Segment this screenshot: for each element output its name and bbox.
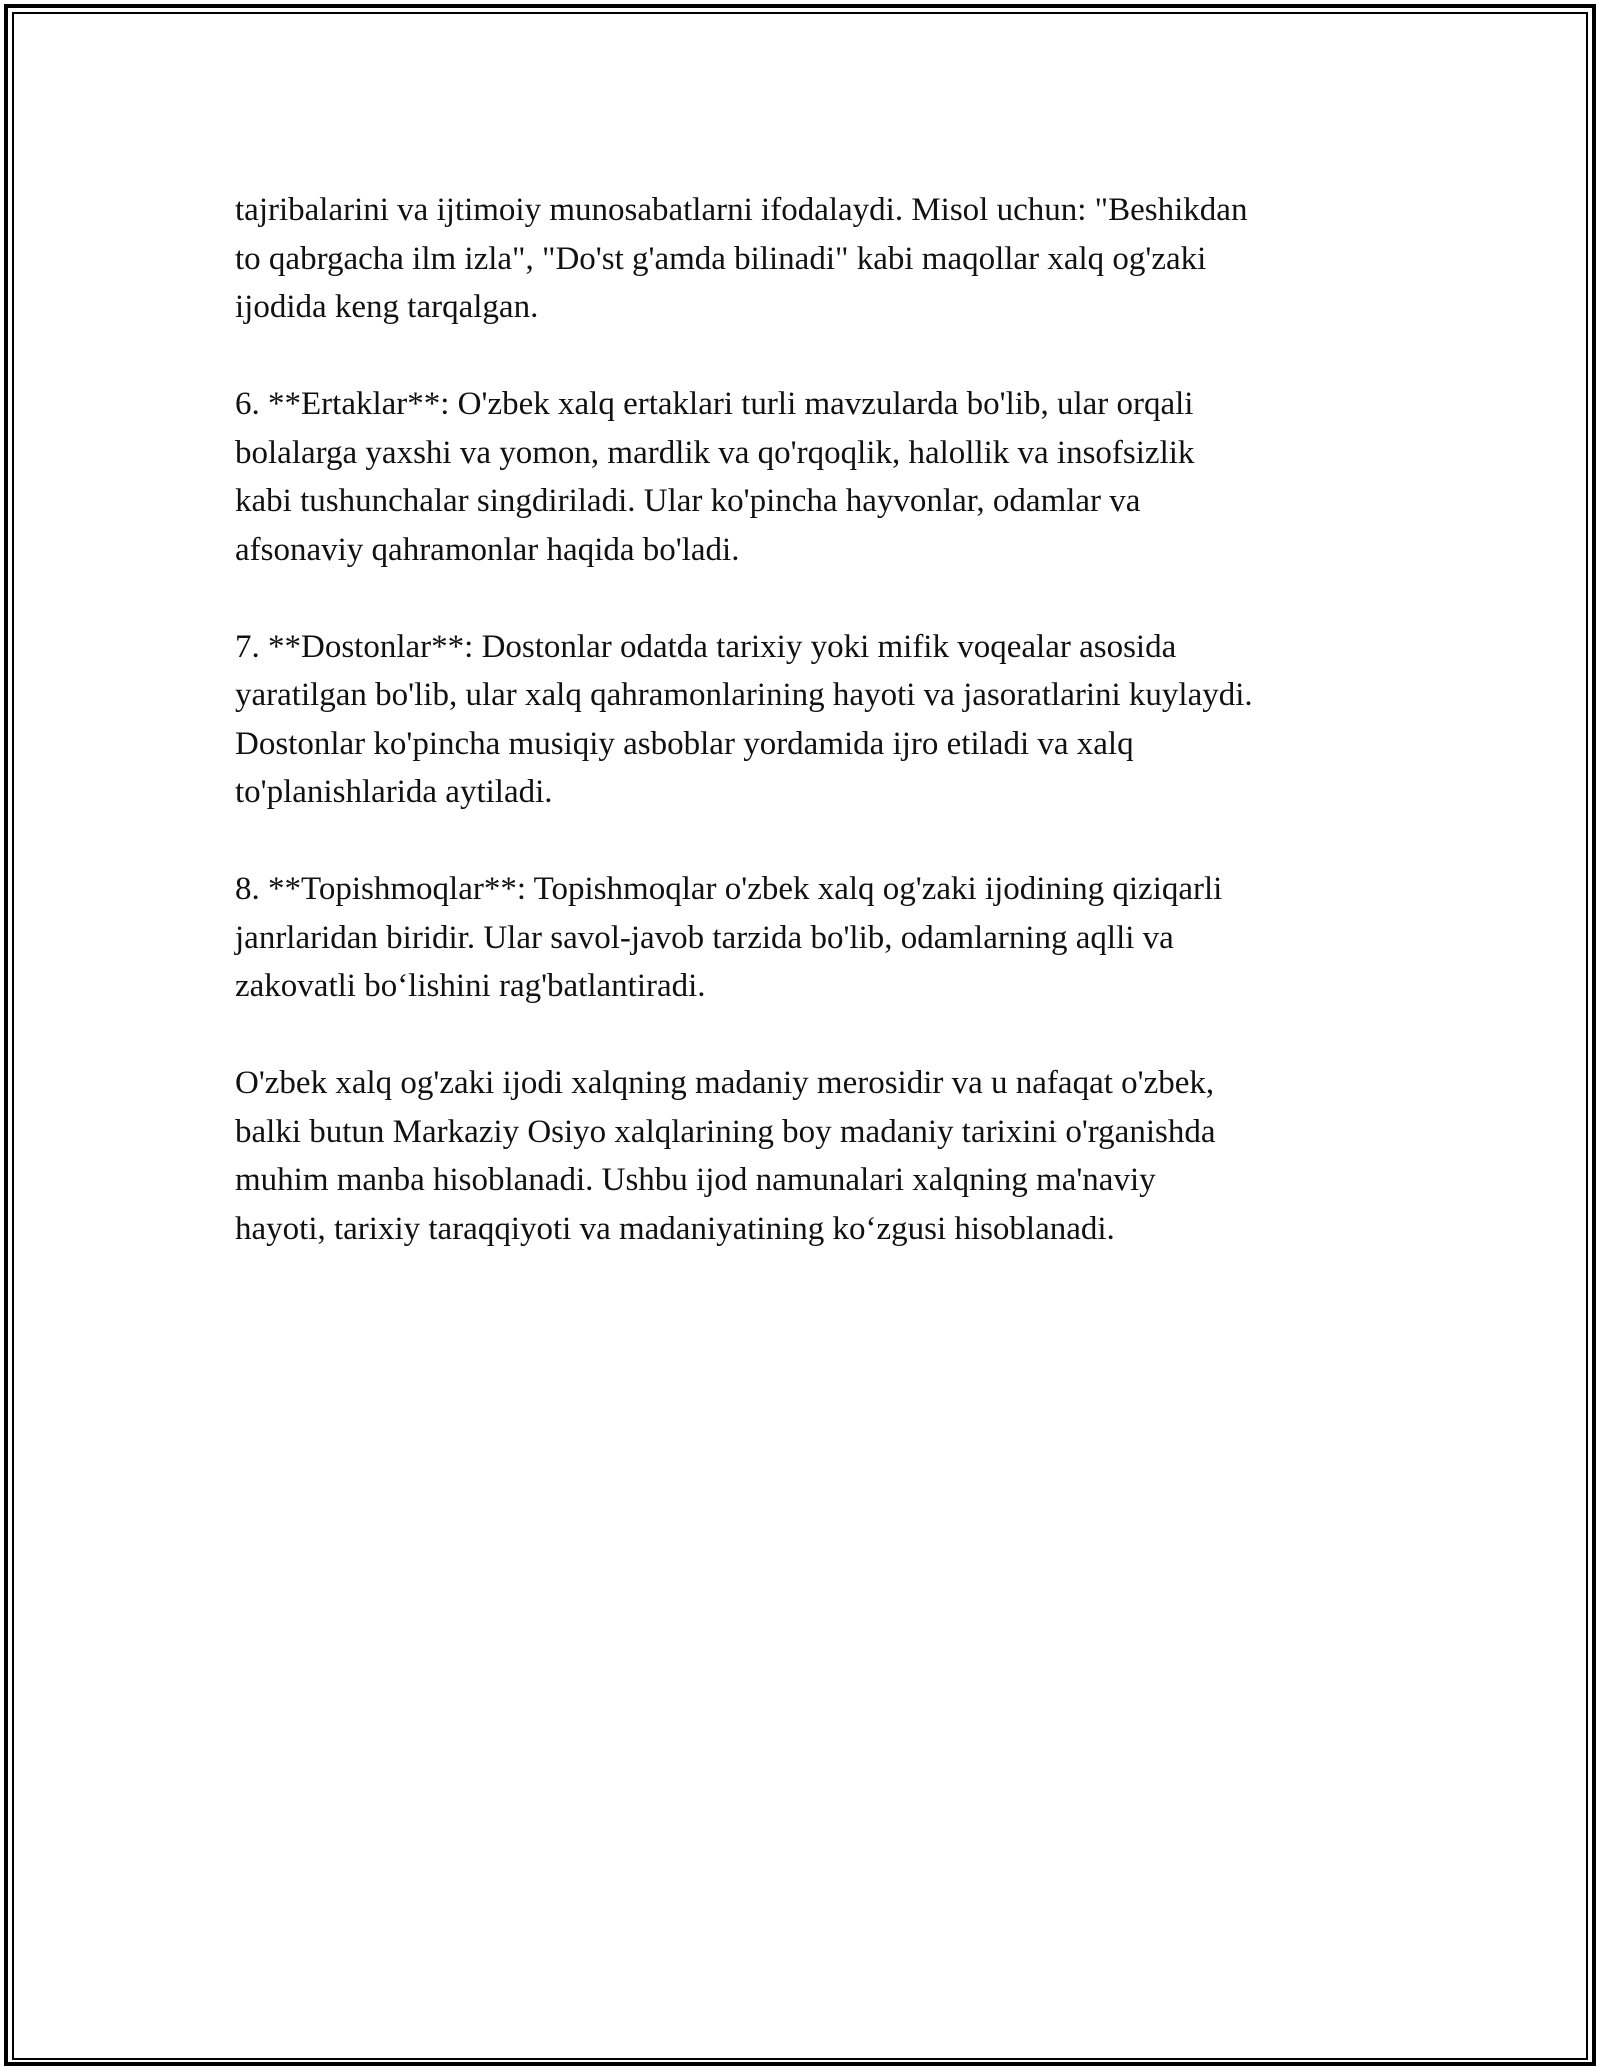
paragraph-dostonlar (235, 623, 1415, 817)
text-line: Dostonlar ko'pincha musiqiy asboblar yordamida ijro etiladi va xalq (235, 725, 1134, 762)
paragraph-ertaklar (235, 380, 1415, 574)
text-line: hayoti, tarixiy taraqqiyoti va madaniyatining ko‘zgusi hisoblanadi. (235, 1210, 1115, 1247)
text-line: afsonaviy qahramonlar haqida bo'ladi. (235, 531, 740, 568)
text-line: 8. **Topishmoqlar**: Topishmoqlar o'zbek xalq og'zaki ijodining qiziqarli (235, 871, 1223, 907)
document-body (235, 186, 1415, 1302)
text-line: 7. **Dostonlar**: Dostonlar odatda tarixiy yoki mifik voqealar asosida (235, 628, 1177, 665)
text-line: janrlaridan biridir. Ular savol-javob tarzida bo'lib, odamlarning aqlli va (235, 919, 1174, 956)
text-line: O'zbek xalq og'zaki ijodi xalqning madaniy merosidir va u nafaqat o'zbek, (235, 1065, 1215, 1101)
text-line: kabi tushunchalar singdiriladi. Ular ko'pincha hayvonlar, odamlar va (235, 483, 1141, 519)
text-line: yaratilgan bo'lib, ular xalq qahramonlarining hayoti va jasoratlarini kuylaydi. (235, 677, 1253, 713)
text-line: to'planishlarida aytiladi. (235, 774, 553, 810)
text-line: ijodida keng tarqalgan. (235, 289, 539, 325)
text-line: zakovatli bo‘lishini rag'batlantiradi. (235, 968, 706, 1004)
text-line: bolalarga yaxshi va yomon, mardlik va qo'rqoqlik, halollik va insofsizlik (235, 434, 1195, 471)
paragraph-conclusion (235, 1059, 1415, 1253)
paragraph-topishmoqlar (235, 865, 1415, 1011)
paragraph-proverbs-continuation (235, 186, 1415, 332)
text-line: balki butun Markaziy Osiyo xalqlarining boy madaniy tarixini o'rganishda (235, 1113, 1216, 1150)
text-line: tajribalarini va ijtimoiy munosabatlarni ifodalaydi. Misol uchun: "Beshikdan (235, 192, 1248, 228)
text-line: 6. **Ertaklar**: O'zbek xalq ertaklari turli mavzularda bo'lib, ular orqali (235, 386, 1194, 422)
text-line: muhim manba hisoblanadi. Ushbu ijod namunalari xalqning ma'naviy (235, 1162, 1156, 1198)
text-line: to qabrgacha ilm izla", "Do'st g'amda bilinadi" kabi maqollar xalq og'zaki (235, 240, 1207, 277)
